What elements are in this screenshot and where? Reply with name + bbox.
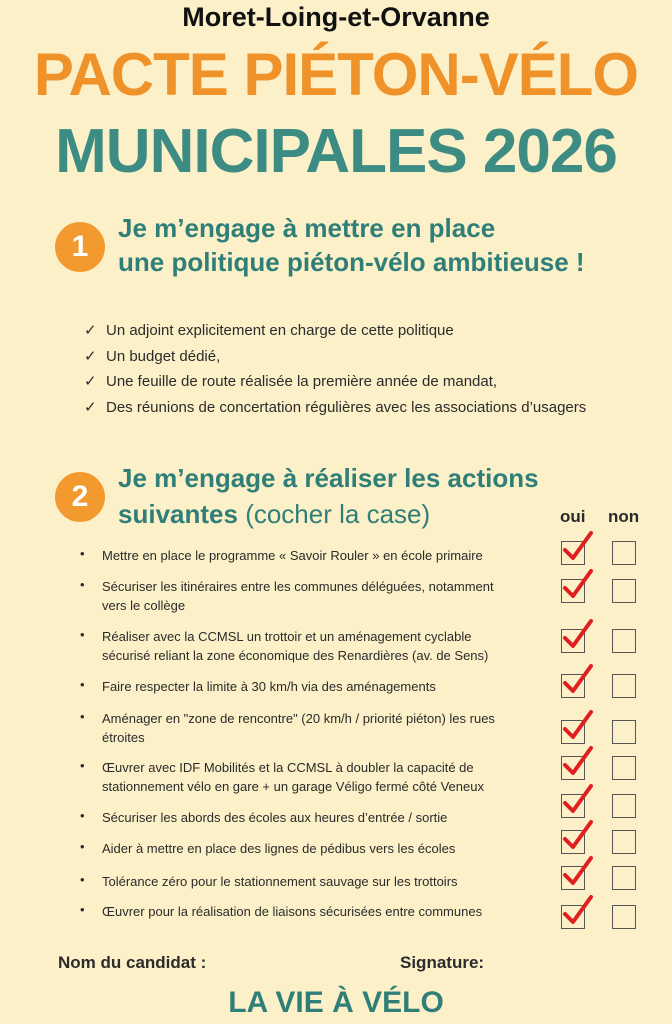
action-item-line: Sécuriser les itinéraires entre les communes déléguées, notamment	[102, 579, 494, 594]
red-check-mark-icon	[562, 894, 594, 926]
checkbox-non[interactable]	[612, 866, 636, 890]
red-check-mark-icon	[562, 745, 594, 777]
checkbox-non[interactable]	[612, 794, 636, 818]
action-item-line: Faire respecter la limite à 30 km/h via des aménagements	[102, 679, 436, 694]
section-2-number-badge: 2	[55, 472, 105, 522]
list-item: ✓ Des réunions de concertation régulières avec les associations d’usagers	[84, 395, 586, 421]
check-icon: ✓	[84, 347, 97, 365]
bullet-icon: •	[80, 627, 85, 642]
action-item-line: Œuvrer pour la réalisation de liaisons sécurisées entre communes	[102, 904, 483, 919]
checkbox-non[interactable]	[612, 541, 636, 565]
action-item-line: Aider à mettre en place des lignes de pédibus vers les écoles	[102, 841, 456, 856]
action-item-line: Tolérance zéro pour le stationnement sauvage sur les trottoirs	[102, 874, 458, 889]
section-2-heading-line-2: suivantes (cocher la case)	[118, 499, 431, 529]
action-item-text	[102, 627, 542, 665]
action-item-text	[102, 577, 542, 615]
bullet-icon: •	[80, 546, 85, 561]
action-item-line: Œuvrer avec IDF Mobilités et la CCMSL à doubler la capacité de	[102, 760, 474, 775]
action-item-text	[102, 808, 542, 827]
signature-label: Signature:	[400, 953, 485, 972]
town-name: Moret-Loing-et-Orvanne	[182, 2, 490, 32]
bullet-icon: •	[80, 839, 85, 854]
check-icon: ✓	[84, 322, 97, 339]
action-item-line: Aménager en "zone de rencontre" (20 km/h / priorité piéton) les rues	[102, 711, 495, 726]
bullet-icon: •	[80, 872, 85, 887]
red-check-mark-icon	[562, 618, 594, 650]
checkbox-non[interactable]	[612, 905, 636, 929]
red-check-mark-icon	[562, 568, 594, 600]
action-item-line: stationnement vélo en gare + un garage Véligo fermé côté Veneux	[102, 779, 484, 794]
section-1-heading-line-2: une politique piéton-vélo ambitieuse !	[118, 247, 585, 277]
action-item-text	[102, 709, 542, 747]
list-item: ✓ Un budget dédié,	[84, 344, 586, 370]
bullet-icon: •	[80, 577, 85, 592]
checkbox-non[interactable]	[612, 674, 636, 698]
red-check-mark-icon	[562, 709, 594, 741]
bullet-icon: •	[80, 709, 85, 724]
bullet-icon: •	[80, 677, 85, 692]
red-check-mark-icon	[562, 819, 594, 851]
section-2-heading-line-1: Je m’engage à réaliser les actions	[118, 463, 539, 493]
action-item-line: sécurisé reliant la zone économique des Renardières (av. de Sens)	[102, 648, 489, 663]
checkbox-non[interactable]	[612, 579, 636, 603]
action-item-text	[102, 546, 542, 565]
action-item-text	[102, 677, 542, 696]
red-check-mark-icon	[562, 663, 594, 695]
list-item: ✓ Une feuille de route réalisée la première année de mandat,	[84, 369, 586, 395]
red-check-mark-icon	[562, 855, 594, 887]
action-item-line: étroites	[102, 730, 145, 745]
red-check-mark-icon	[562, 530, 594, 562]
action-item-text	[102, 902, 542, 921]
bullet-icon: •	[80, 808, 85, 823]
red-check-mark-icon	[562, 783, 594, 815]
check-icon: ✓	[84, 398, 97, 416]
action-item-line: Mettre en place le programme « Savoir Rouler » en école primaire	[102, 548, 483, 563]
brand-logo-text: LA VIE À VÉLO	[228, 986, 444, 1019]
check-icon: ✓	[84, 373, 97, 390]
column-header-non: non	[608, 507, 640, 526]
action-item-text	[102, 839, 542, 858]
list-item: ✓ Un adjoint explicitement en charge de cette politique	[84, 318, 586, 344]
election-subtitle: MUNICIPALES 2026	[55, 117, 617, 186]
checkbox-non[interactable]	[612, 629, 636, 653]
column-header-oui: oui	[560, 507, 586, 526]
checkbox-non[interactable]	[612, 756, 636, 780]
action-item-line: Sécuriser les abords des écoles aux heures d’entrée / sortie	[102, 810, 448, 825]
section-1-heading-line-1: Je m’engage à mettre en place	[118, 213, 496, 243]
pact-title: PACTE PIÉTON-VÉLO	[33, 41, 639, 108]
bullet-icon: •	[80, 902, 85, 917]
action-item-text	[102, 758, 542, 796]
commitment-list	[84, 318, 586, 420]
checkbox-non[interactable]	[612, 720, 636, 744]
candidate-name-label: Nom du candidat :	[58, 953, 207, 972]
bullet-icon: •	[80, 758, 85, 773]
action-item-line: Réaliser avec la CCMSL un trottoir et un aménagement cyclable	[102, 629, 472, 644]
checkbox-non[interactable]	[612, 830, 636, 854]
action-item-line: vers le collège	[102, 598, 186, 613]
section-1-number-badge: 1	[55, 222, 105, 272]
action-item-text	[102, 872, 542, 891]
